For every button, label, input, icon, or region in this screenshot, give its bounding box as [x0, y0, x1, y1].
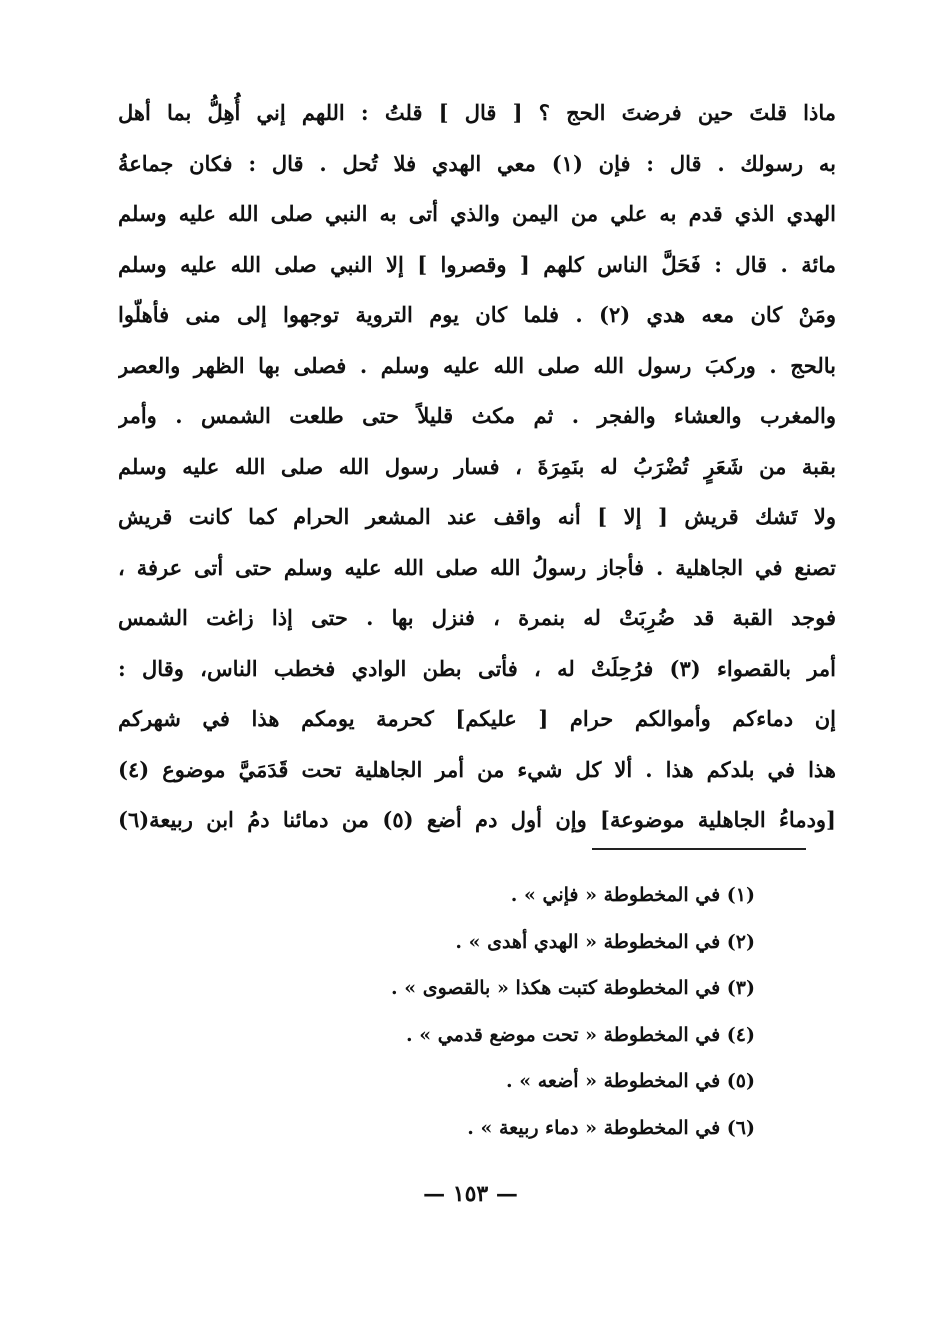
footnote-5: (٥) في المخطوطة « أضعه » .	[506, 1070, 755, 1092]
main-text-line: [ودماءُ الجاهلية موضوعة] وإن أول دم أضع (٥) من دمائنا دمُ ابن ربيعة(٦)	[118, 807, 836, 832]
footnote-divider	[592, 848, 806, 850]
main-text-line: هذا في بلدكم هذا . ألا كل شيء من أمر الجاهلية تحت قَدَمَيَّ موضوع (٤)	[118, 756, 836, 782]
main-text-line: به رسولك . قال : فإن (١) معي الهدي فلا تُحل . قال : فكان جماعةُ	[118, 150, 836, 176]
main-text-line: إن دماءكم وأموالكم حرام [ عليكم] كحرمة يومكم هذا في شهركم	[118, 706, 836, 731]
main-text-line: مائة . قال : فَحَلَّ الناس كلهم [ وقصروا ] إلا النبي صلى الله عليه وسلم	[118, 251, 836, 277]
main-text-line: تصنع في الجاهلية . فأجاز رسولُ الله صلى الله عليه وسلم حتى أتى عرفة ،	[118, 554, 836, 580]
main-text-line: أمر بالقصواء (٣) فرُحِلَتْ له ، فأتى بطن الوادي فخطب الناس، وقال :	[118, 655, 836, 681]
main-text-line: بالحج . وركبَ رسول الله صلى الله عليه وسلم . فصلى بها الظهر والعصر	[118, 352, 836, 378]
main-text-line: الهدي الذي قدم به علي من اليمن والذي أتى به النبي صلى الله عليه وسلم	[118, 201, 836, 226]
main-text-line: والمغرب والعشاء والفجر . ثم مكث قليلاً حتى طلعت الشمس . وأمر	[118, 403, 836, 428]
main-text-line: بقبة من شَعَرٍ تُضْرَبُ له بنَمِرَةَ ، فسار رسول الله صلى الله عليه وسلم	[118, 453, 836, 479]
main-text-line: ولا تَشك قريش [ إلا ] أنه واقف عند المشعر الحرام كما كانت قريش	[118, 504, 836, 529]
main-text-block	[118, 88, 836, 846]
footnote-4: (٤) في المخطوطة « تحت موضع قدمي » .	[406, 1023, 755, 1046]
footnote-6: (٦) في المخطوطة « دماء ربيعة » .	[467, 1116, 755, 1139]
main-text-line: ماذا قلتَ حين فرضتَ الحج ؟ [ قال ] قلتُ : اللهم إني أُهِلُّ بما أهل	[118, 100, 836, 125]
main-text-line: ومَنْ كان معه هدي (٢) . فلما كان يوم التروية توجهوا إلى منى فأهلّوا	[118, 302, 836, 327]
page-number: — ١٥٣ —	[423, 1181, 518, 1207]
footnote-3: (٣) في المخطوطة كتبت هكذا « بالقصوى » .	[390, 977, 755, 999]
footnotes-block	[195, 872, 755, 1151]
footnote-1: (١) في المخطوطة « فإني » .	[510, 884, 755, 906]
main-text-line: فوجد القبة قد ضُرِبَتْ له بنمرة ، فنزل بها . حتى إذا زاغت الشمس	[118, 605, 836, 630]
footnote-2: (٢) في المخطوطة « الهدي أهدى » .	[455, 930, 755, 953]
